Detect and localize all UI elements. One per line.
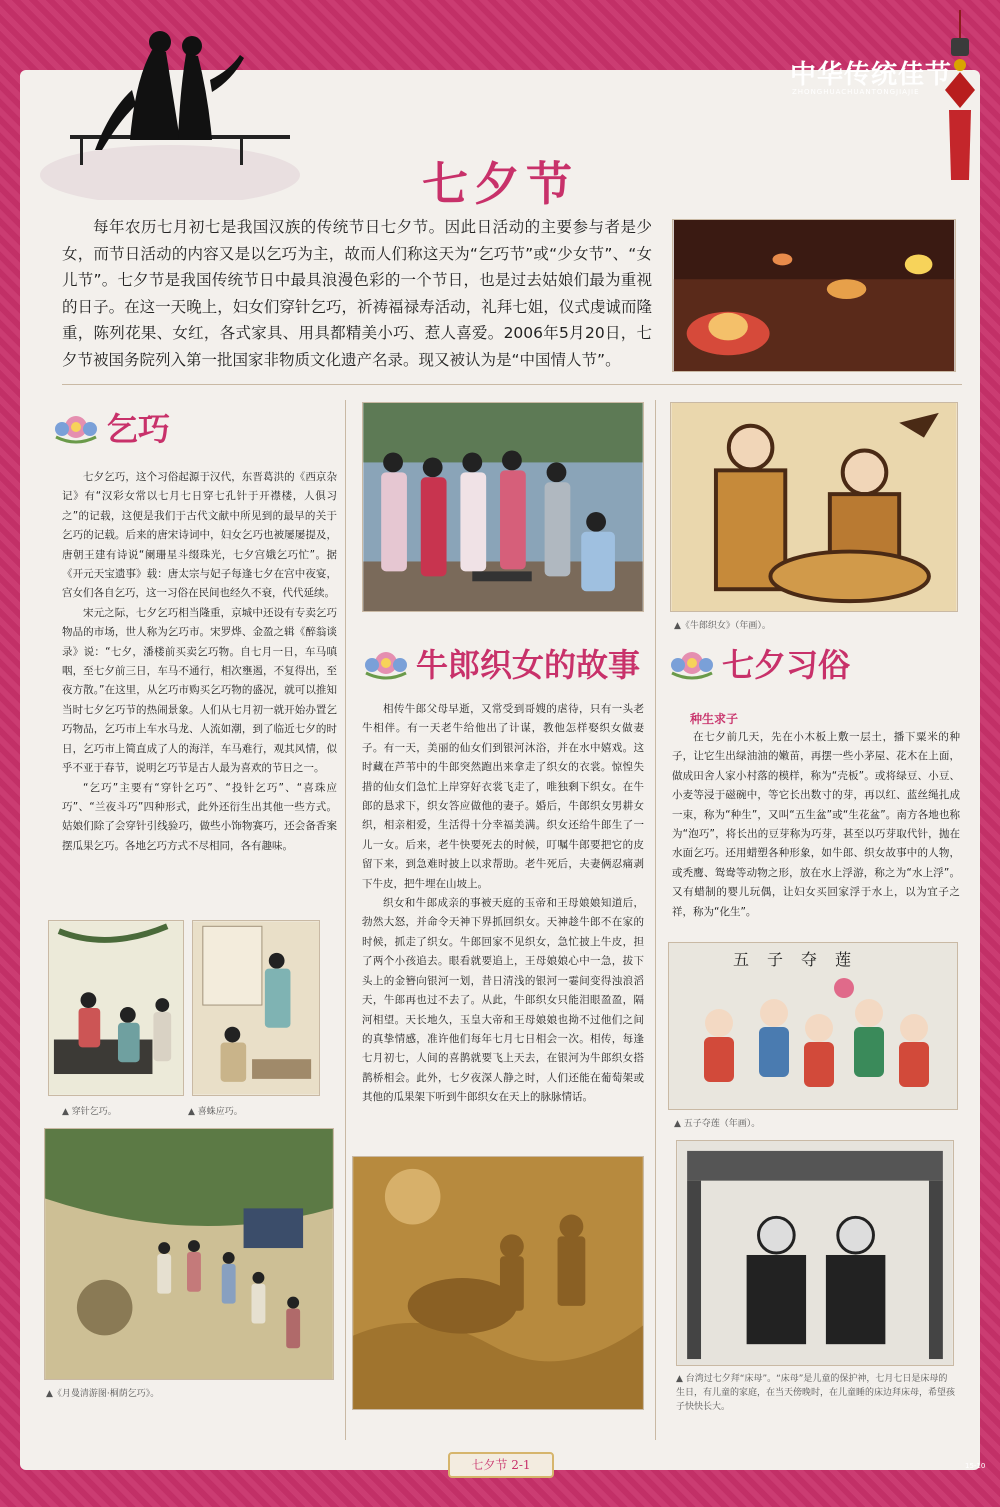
caption-spider-omen: ▲ 喜蛛应巧。	[188, 1107, 243, 1117]
section-heading-niulang	[362, 640, 640, 686]
wood-carving-relief-photo	[352, 1156, 644, 1410]
caption-five-sons: ▲ 五子夺莲（年画）。	[674, 1119, 761, 1129]
section-heading-customs	[668, 640, 850, 686]
customs-text	[672, 728, 960, 922]
qixi-festival-costume-photo	[362, 402, 644, 612]
qiqiao-paragraph-3: “乞巧”主要有“穿针乞巧”、“投针乞巧”、“喜珠应巧”、“兰夜斗巧”四种形式，此外还衍生出其他一些方式。姑娘们除了会穿针引线验巧，做些小饰物赛巧，还会备香案摆瓜果乞巧。各地乞巧方式不尽相同，各有趣味。	[62, 781, 337, 852]
flower-icon	[362, 643, 410, 683]
subheading-zhongsheng: 种生求子	[690, 712, 739, 726]
customs-paragraph-1: 在七夕前几天，先在小木板上敷一层土，播下粟米的种子，让它生出绿油油的嫩苗，再摆一些小茅屋、花木在上面，做成田舍人家小村落的模样，称为“壳板”。或将绿豆、小豆、小麦等浸于磁碗中，等它长出数寸的芽，再以红、蓝丝绳扎成一束，称为“种生”，又叫“五生盆”或“生花盆”。南方各地也称为“泡巧”，将长出的豆芽称为巧芽，甚至以巧芽取代针，抛在水面乞巧。还用蜡塑各种形象，如牛郎、织女故事中的人物，或秃鹰、鸳鸯等动物之形，放在水上浮游，称之为“水上浮”。又有蜡制的婴儿玩偶，让妇女买回家浮于水上，以为宜子之祥，称为“化生”。	[672, 731, 960, 918]
yueman-qingyou-painting	[44, 1128, 334, 1380]
niulang-zhinu-new-year-painting	[670, 402, 958, 612]
spider-omen-painting	[192, 920, 320, 1096]
niulang-text	[362, 700, 644, 1108]
page-code: 15-10	[965, 1462, 986, 1470]
page-title: 七夕节	[422, 157, 578, 211]
section-title: 牛郎织女的故事	[416, 646, 641, 684]
bed-mother-worship-photo	[676, 1140, 954, 1366]
section-heading-qiqiao	[52, 404, 170, 450]
threading-needle-painting	[48, 920, 184, 1096]
niulang-paragraph-1: 相传牛郎父母早逝，又常受到哥嫂的虐待，只有一头老牛相伴。有一天老牛给他出了计谋，教他怎样娶织女做妻子。有一天，美丽的仙女们到银河沐浴，并在水中嬉戏。这时藏在芦苇中的牛郎突然跑出来拿走了织女的衣裳。惊惶失措的仙女们急忙上岸穿好衣裳飞走了，唯独剩下织女。在牛郎的恳求下，织女答应做他的妻子。婚后，牛郎织女男耕女织，相亲相爱，生活得十分幸福美满。织女还给牛郎生了一儿一女。后来，老牛快要死去的时候，叮嘱牛郎要把它的皮留下来，到急难时披上以求帮助。老牛死后，夫妻俩忍痛剥下牛皮，把牛埋在山坡上。	[362, 703, 644, 890]
series-brand: 中华传统佳节	[790, 60, 953, 90]
lotus-lantern-photo	[672, 219, 956, 372]
series-brand-pinyin: ZHONGHUACHUANTONGJIAJIE	[792, 88, 920, 96]
qiqiao-paragraph-1: 七夕乞巧，这个习俗起源于汉代，东晋葛洪的《西京杂记》有“汉彩女常以七月七日穿七孔针于开襟楼，人俱习之”的记载，这便是我们于古代文献中所见到的最早的关于乞巧的记载。后来的唐宋诗词中，妇女乞巧也被屡屡提及，唐朝王建有诗说“阑珊星斗缀珠光，七夕宫娥乞巧忙”。据《开元天宝遗事》载：唐太宗与妃子每逢七夕在宫中夜宴，宫女们各自乞巧，这一习俗在民间也经久不衰，代代延续。	[62, 471, 337, 600]
intro-paragraph: 每年农历七月初七是我国汉族的传统节日七夕节。因此日活动的主要参与者是少女，而节日活动的内容又是以乞巧为主，故而人们称这天为“乞巧节”或“少女节”、“女儿节”。七夕节是我国传统节日中最具浪漫色彩的一个节日，也是过去姑娘们最为重视的日子。在这一天晚上，妇女们穿针乞巧，祈祷福禄寿活动，礼拜七姐，仪式虔诚而隆重，陈列花果、女红，各式家具、用具都精美小巧、惹人喜爱。2006年5月20日，七夕节被国务院列入第一批国家非物质文化遗产名录。现又被认为是“中国情人节”。	[62, 218, 652, 369]
page-footer-label: 七夕节 2-1	[448, 1452, 554, 1478]
five-sons-painting-text: 五子夺莲	[733, 950, 870, 969]
flower-icon	[668, 643, 716, 683]
caption-niulang-zhinu: ▲《牛郎织女》（年画）。	[674, 621, 771, 631]
niulang-paragraph-2: 织女和牛郎成亲的事被天庭的玉帝和王母娘娘知道后，勃然大怒，并命令天神下界抓回织女。天神趁牛郎不在家的时候，抓走了织女。牛郎回家不见织女，急忙披上牛皮，担了两个小孩追去。眼看就要追上，王母娘娘心中一急，拔下头上的金簪向银河一划，昔日清浅的银河一霎间变得浊浪滔天，牛郎再也过不去了。从此，牛郎织女只能泪眼盈盈，隔河相望。天长地久，玉皇大帝和王母娘娘也拗不过他们之间的真挚情感，准许他们每年七月七日相会一次。相传，每逢七月初七，人间的喜鹊就要飞上天去，在银河为牛郎织女搭鹊桥相会。此外，七夕夜深人静之时，人们还能在葡萄架或其他的瓜果架下听到牛郎织女在天上的脉脉情话。	[362, 897, 644, 1104]
five-sons-lotus-painting	[668, 942, 958, 1110]
column-divider-2	[655, 400, 656, 1440]
flower-icon	[52, 407, 100, 447]
caption-bed-mother: ▲ 台湾过七夕拜“床母”。“床母”是儿童的保护神，七月七日是床母的生日，有儿童的家庭，在当天傍晚时，在儿童睡的床边拜床母，希望孩子快快长大。	[676, 1374, 956, 1412]
qiqiao-text	[62, 468, 337, 856]
caption-yueman: ▲《月曼清游图·桐荫乞巧》。	[46, 1389, 160, 1399]
horizontal-divider	[62, 384, 962, 385]
section-title: 乞巧	[106, 410, 171, 448]
caption-threading-needle: ▲ 穿针乞巧。	[62, 1107, 117, 1117]
section-title: 七夕习俗	[722, 646, 851, 684]
qiqiao-paragraph-2: 宋元之际，七夕乞巧相当隆重，京城中还设有专卖乞巧物品的市场，世人称为乞巧市。宋罗烨、金盈之辑《醉翁谈录》说：“七夕，潘楼前买卖乞巧物。自七月一日，车马嗔咽，至七夕前三日，车马不通行，相次壅遏，不复得出，至夜方散。”在这里，从乞巧市购买乞巧物的盛况，就可以推知当时七夕乞巧节的热闹景象。人们从七月初一就开始办置乞巧物品，乞巧市上车水马龙、人流如潮，到了临近七夕的时日，乞巧市上简直成了人的海洋，车马难行，观其风情，似乎不亚于春节，说明乞巧节是古人最为喜欢的节日之一。	[62, 606, 337, 775]
column-divider-1	[345, 400, 346, 1440]
